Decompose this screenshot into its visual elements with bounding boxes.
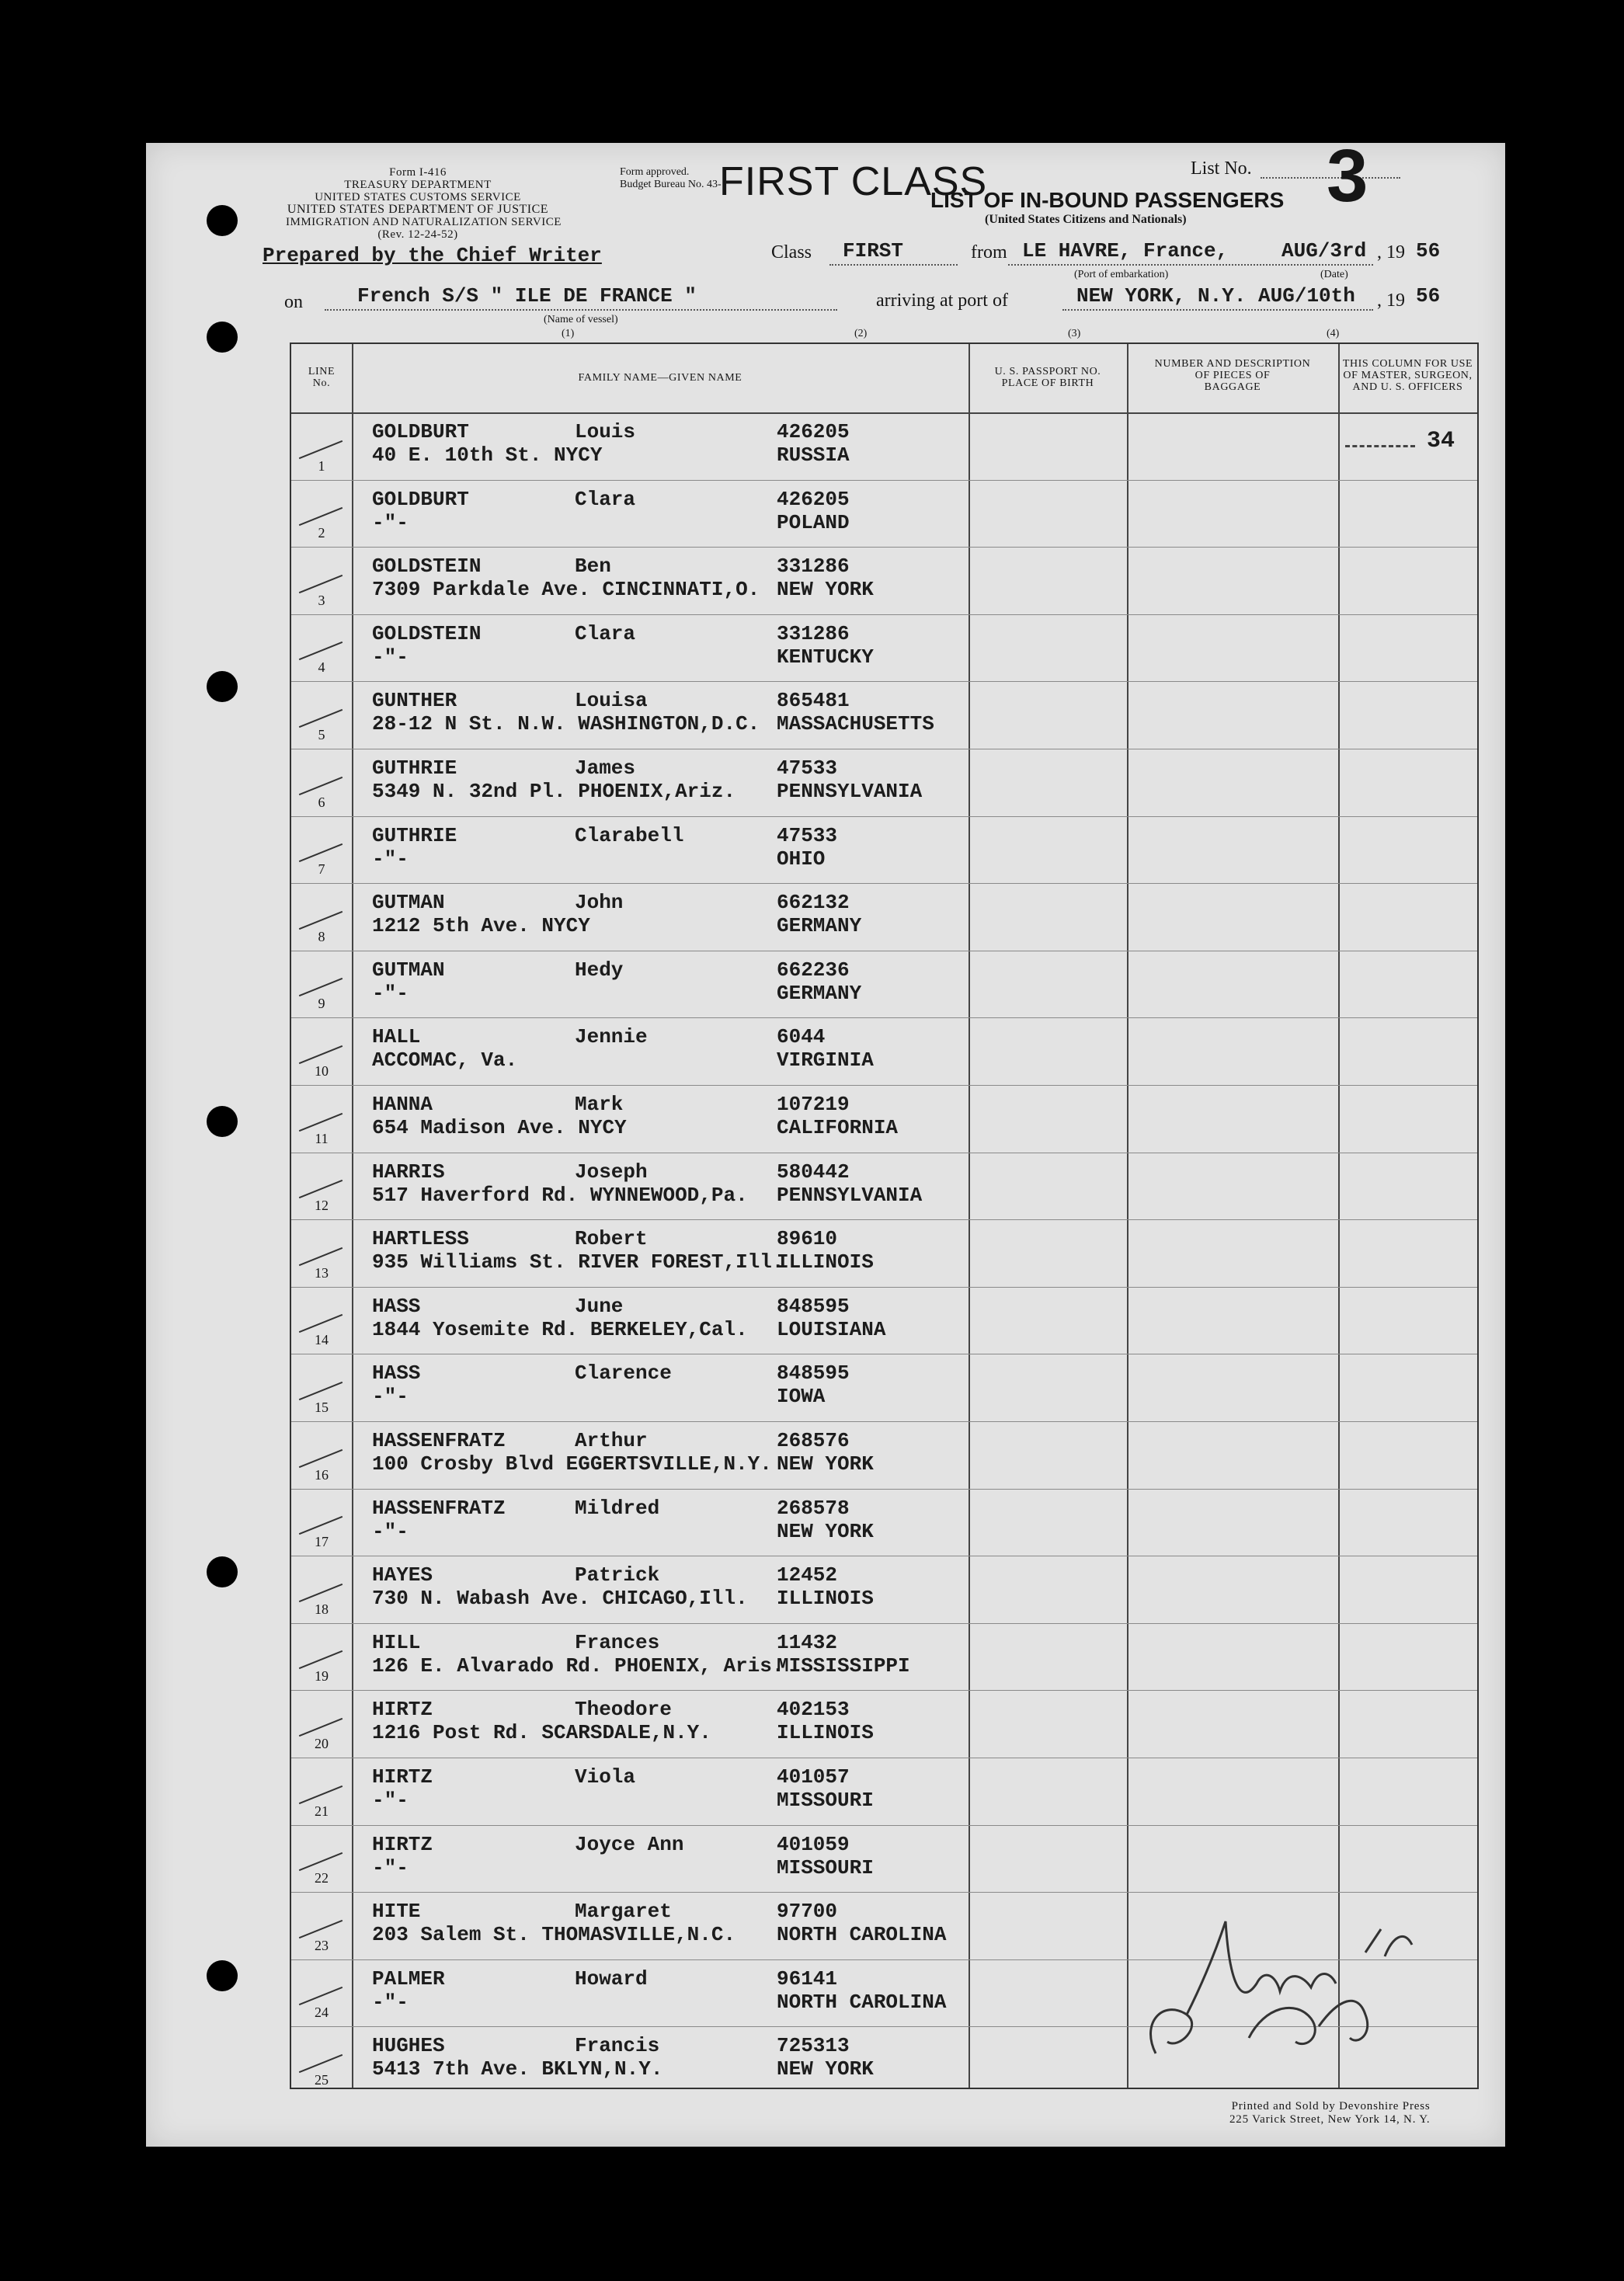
given-name: Robert (575, 1227, 648, 1251)
line-number: 13 (315, 1264, 329, 1281)
line-number: 6 (318, 794, 325, 810)
table-row (291, 1758, 1477, 1825)
place-of-birth: MISSOURI (777, 1855, 874, 1879)
check-mark (299, 709, 343, 728)
check-mark (299, 1785, 343, 1803)
given-name: Louis (575, 420, 636, 443)
line-number: 12 (315, 1198, 329, 1214)
check-mark (299, 642, 343, 660)
given-name: John (575, 891, 624, 915)
table-row (291, 1623, 1477, 1691)
from-label: from (971, 242, 1007, 263)
table-row (291, 816, 1477, 884)
passport-number: 402153 (777, 1698, 850, 1722)
place-of-birth: OHIO (777, 847, 826, 871)
family-name: HANNA (372, 1093, 433, 1116)
place-of-birth: POLAND (777, 510, 850, 534)
vessel-caption: (Name of vessel) (544, 314, 618, 325)
margin-note: 34 (1427, 428, 1455, 454)
passport-number: 47533 (777, 756, 838, 780)
family-name: GOLDBURT (372, 487, 469, 511)
check-mark (299, 1045, 343, 1064)
place-of-birth: MASSACHUSETTS (777, 712, 934, 736)
passport-number: 107219 (777, 1093, 850, 1116)
family-name: HASSENFRATZ (372, 1496, 506, 1520)
given-name: Joyce Ann (575, 1832, 684, 1856)
table-row (291, 1219, 1477, 1287)
form-revision: (Rev. 12-24-52) (377, 228, 458, 241)
table-row (291, 1153, 1477, 1220)
home-address: 40 E. 10th St. NYCY (372, 443, 603, 467)
header-baggage-1: NUMBER AND DESCRIPTION (1154, 358, 1311, 370)
passport-number: 268576 (777, 1429, 850, 1452)
check-mark (299, 1112, 343, 1131)
line-number: 21 (315, 1803, 329, 1819)
place-of-birth: MISSISSIPPI (777, 1653, 910, 1678)
port-of-embarkation: LE HAVRE, France, (1022, 239, 1229, 263)
year1-suffix: 56 (1416, 239, 1441, 263)
place-of-birth: NEW YORK (777, 1452, 874, 1476)
given-name: Clara (575, 487, 636, 511)
line-number: 18 (315, 1601, 329, 1617)
family-name: GOLDSTEIN (372, 621, 482, 645)
line-number: 22 (315, 1870, 329, 1886)
given-name: Hedy (575, 958, 624, 982)
given-name: Ben (575, 555, 611, 579)
passport-number: 96141 (777, 1966, 838, 1991)
home-address: -"- (372, 1519, 409, 1543)
home-address: -"- (372, 1990, 409, 2014)
home-address: 5349 N. 32nd Pl. PHOENIX,Ariz. (372, 780, 736, 803)
passport-number: 580442 (777, 1160, 850, 1184)
line-number: 24 (315, 2005, 329, 2021)
line-number: 20 (315, 1735, 329, 1751)
family-name: GUTMAN (372, 958, 445, 982)
col-cap-3: (3) (1068, 328, 1081, 339)
date-caption: (Date) (1320, 269, 1348, 280)
list-title: LIST OF IN-BOUND PASSENGERS (930, 188, 1285, 212)
given-name: Jennie (575, 1025, 648, 1049)
family-name: HARRIS (372, 1160, 445, 1184)
passport-number: 12452 (777, 1563, 838, 1587)
family-name: HILL (372, 1630, 421, 1654)
home-address: 7309 Parkdale Ave. CINCINNATI,O. (372, 578, 760, 602)
agency-header (286, 166, 562, 241)
table-row (291, 883, 1477, 951)
check-mark (299, 1247, 343, 1266)
budget-approval (620, 166, 722, 191)
line-number: 4 (318, 659, 325, 676)
class-label: Class (771, 242, 812, 263)
place-of-birth: LOUISIANA (777, 1317, 886, 1341)
on-label: on (284, 292, 303, 312)
punch-hole (207, 1106, 238, 1137)
place-of-birth: RUSSIA (777, 443, 850, 467)
check-mark (299, 1516, 343, 1535)
port-embark-caption: (Port of embarkation) (1074, 269, 1169, 280)
treasury-dept: TREASURY DEPARTMENT (344, 179, 492, 191)
line-number: 10 (315, 1062, 329, 1079)
from-underline (1008, 264, 1373, 266)
family-name: HAYES (372, 1563, 433, 1587)
passport-number: 331286 (777, 621, 850, 645)
year2-prefix: , 19 (1377, 290, 1405, 311)
check-mark (299, 776, 343, 795)
line-number: 16 (315, 1466, 329, 1483)
home-address: 28-12 N St. N.W. WASHINGTON,D.C. (372, 712, 760, 736)
passport-number: 6044 (777, 1025, 826, 1049)
first-class-stamp: FIRST CLASS (719, 159, 988, 204)
family-name: GOLDBURT (372, 420, 469, 443)
family-name: PALMER (372, 1966, 445, 1991)
header-officers-1: THIS COLUMN FOR USE (1342, 358, 1473, 370)
vessel-underline (325, 309, 837, 311)
line-number: 2 (318, 525, 325, 541)
col-cap-1: (1) (562, 328, 575, 339)
line-number: 1 (318, 457, 325, 474)
place-of-birth: GERMANY (777, 981, 862, 1005)
check-mark (299, 1382, 343, 1400)
check-mark (299, 911, 343, 930)
list-no-label: List No. (1191, 158, 1252, 179)
given-name: James (575, 756, 636, 780)
printer-line2: 225 Varick Street, New York 14, N. Y. (1229, 2113, 1431, 2126)
given-name: Patrick (575, 1563, 660, 1587)
family-name: HARTLESS (372, 1227, 469, 1251)
check-mark (299, 2054, 343, 2073)
customs-service: UNITED STATES CUSTOMS SERVICE (315, 191, 521, 203)
check-mark (299, 1448, 343, 1467)
home-address: -"- (372, 981, 409, 1005)
home-address: 203 Salem St. THOMASVILLE,N.C. (372, 1923, 736, 1947)
given-name: Howard (575, 1966, 648, 1991)
given-name: Margaret (575, 1900, 672, 1924)
arriving-label: arriving at port of (876, 290, 1008, 311)
header-line-no-1: LINE (308, 366, 336, 377)
header-officers-3: AND U. S. OFFICERS (1352, 381, 1463, 393)
given-name: June (575, 1294, 624, 1318)
passport-number: 426205 (777, 420, 850, 443)
officer-signature (1132, 1883, 1428, 2069)
header-name: FAMILY NAME—GIVEN NAME (578, 372, 742, 384)
given-name: Clarabell (575, 823, 684, 847)
punch-hole (207, 205, 238, 236)
header-line-no-2: No. (312, 377, 331, 389)
check-mark (299, 1584, 343, 1602)
year1-prefix: , 19 (1377, 242, 1405, 263)
family-name: GUTMAN (372, 891, 445, 915)
header-passport-2: PLACE OF BIRTH (1001, 377, 1094, 389)
check-mark (299, 1852, 343, 1871)
table-row (291, 1017, 1477, 1085)
family-name: HIRTZ (372, 1698, 433, 1722)
table-row (291, 547, 1477, 614)
form-number: Form I-416 (389, 166, 447, 179)
line-number: 9 (318, 996, 325, 1012)
place-of-birth: ILLINOIS (777, 1587, 874, 1611)
place-of-birth: NORTH CAROLINA (777, 1923, 947, 1947)
line-number: 5 (318, 726, 325, 742)
passport-number: 725313 (777, 2034, 850, 2058)
passport-number: 848595 (777, 1361, 850, 1386)
home-address: ACCOMAC, Va. (372, 1048, 518, 1073)
place-of-birth: NEW YORK (777, 2057, 874, 2081)
punch-hole (207, 322, 238, 353)
passport-number: 848595 (777, 1294, 850, 1318)
check-mark (299, 843, 343, 862)
header-officers-2: OF MASTER, SURGEON, (1343, 370, 1473, 381)
place-of-birth: CALIFORNIA (777, 1116, 899, 1139)
line-number: 7 (318, 861, 325, 878)
passport-number: 47533 (777, 823, 838, 847)
family-name: HALL (372, 1025, 421, 1049)
class-value: FIRST (843, 239, 904, 263)
line-number: 15 (315, 1399, 329, 1415)
place-of-birth: IOWA (777, 1385, 826, 1409)
given-name: Arthur (575, 1429, 648, 1452)
table-row (291, 1085, 1477, 1153)
embarkation-date: AUG/3rd (1281, 239, 1367, 263)
place-of-birth: PENNSYLVANIA (777, 1183, 923, 1207)
line-number: 14 (315, 1332, 329, 1348)
col-cap-4: (4) (1327, 328, 1340, 339)
check-mark (299, 978, 343, 996)
line-number: 17 (315, 1534, 329, 1550)
home-address: 730 N. Wabash Ave. CHICAGO,Ill. (372, 1587, 748, 1611)
given-name: Theodore (575, 1698, 672, 1722)
header-baggage (1127, 358, 1338, 393)
table-row (291, 614, 1477, 682)
home-address: 1216 Post Rd. SCARSDALE,N.Y. (372, 1721, 711, 1745)
passport-number: 401059 (777, 1832, 850, 1856)
printer-line1: Printed and Sold by Devonshire Press (1231, 2100, 1431, 2112)
header-officers (1338, 358, 1477, 393)
line-number: 8 (318, 928, 325, 944)
given-name: Viola (575, 1765, 636, 1789)
family-name: GUTHRIE (372, 756, 457, 780)
given-name: Mildred (575, 1496, 660, 1520)
ins-service: IMMIGRATION AND NATURALIZATION SERVICE (286, 216, 562, 228)
passport-number: 97700 (777, 1900, 838, 1924)
manifest-page (146, 134, 1505, 2147)
home-address: -"- (372, 510, 409, 534)
home-address: 100 Crosby Blvd EGGERTSVILLE,N.Y. (372, 1452, 772, 1476)
passport-number: 401057 (777, 1765, 850, 1789)
family-name: HASSENFRATZ (372, 1429, 506, 1452)
family-name: HIRTZ (372, 1765, 433, 1789)
place-of-birth: NORTH CAROLINA (777, 1990, 947, 2014)
family-name: HUGHES (372, 2034, 445, 2058)
line-number: 23 (315, 1937, 329, 1953)
check-mark (299, 507, 343, 526)
punch-hole (207, 1960, 238, 1991)
check-mark (299, 575, 343, 593)
place-of-birth: KENTUCKY (777, 645, 874, 669)
approved-line2: Budget Bureau No. 43- (620, 179, 722, 190)
line-number: 19 (315, 1668, 329, 1685)
col-cap-2: (2) (854, 328, 868, 339)
check-mark (299, 1650, 343, 1669)
passport-number: 662236 (777, 958, 850, 982)
passport-number: 865481 (777, 689, 850, 713)
passport-number: 268578 (777, 1496, 850, 1520)
table-row (291, 1287, 1477, 1354)
home-address: 126 E. Alvarado Rd. PHOENIX, Aris. (372, 1653, 784, 1678)
place-of-birth: GERMANY (777, 914, 862, 938)
table-row (291, 1556, 1477, 1623)
family-name: HASS (372, 1294, 421, 1318)
line-number: 25 (315, 2071, 329, 2088)
place-of-birth: NEW YORK (777, 578, 874, 602)
home-address: 1212 5th Ave. NYCY (372, 914, 590, 938)
header-line-no (291, 366, 352, 389)
family-name: HIRTZ (372, 1832, 433, 1856)
given-name: Clara (575, 621, 636, 645)
header-baggage-3: BAGGAGE (1204, 381, 1261, 393)
table-row (291, 1421, 1477, 1489)
given-name: Francis (575, 2034, 660, 2058)
home-address: 935 Williams St. RIVER FOREST,Ill. (372, 1250, 784, 1274)
family-name: GUNTHER (372, 689, 457, 713)
list-subtitle: (United States Citizens and Nationals) (985, 213, 1187, 226)
place-of-birth: VIRGINIA (777, 1048, 874, 1073)
passport-number: 426205 (777, 487, 850, 511)
table-row (291, 951, 1477, 1018)
given-name: Louisa (575, 689, 648, 713)
family-name: HASS (372, 1361, 421, 1386)
table-row (291, 412, 1477, 480)
check-mark (299, 1987, 343, 2005)
check-mark (299, 1314, 343, 1333)
passport-number: 331286 (777, 555, 850, 579)
home-address: 1844 Yosemite Rd. BERKELEY,Cal. (372, 1317, 748, 1341)
punch-hole (207, 1556, 238, 1587)
table-row (291, 1690, 1477, 1758)
given-name: Mark (575, 1093, 624, 1116)
check-mark (299, 440, 343, 458)
punch-hole (207, 671, 238, 702)
year2-suffix: 56 (1416, 284, 1441, 308)
table-row (291, 1354, 1477, 1421)
printer-imprint (1229, 2100, 1430, 2126)
check-mark (299, 1920, 343, 1939)
home-address: -"- (372, 1789, 409, 1812)
table-row (291, 749, 1477, 816)
justice-dept: UNITED STATES DEPARTMENT OF JUSTICE (287, 203, 549, 216)
passenger-table (290, 342, 1479, 2089)
table-row (291, 681, 1477, 749)
given-name: Joseph (575, 1160, 648, 1184)
place-of-birth: MISSOURI (777, 1789, 874, 1812)
class-underline (829, 264, 958, 266)
home-address: -"- (372, 1855, 409, 1879)
check-mark (299, 1180, 343, 1198)
arrival-underline (1062, 309, 1373, 311)
arrival-port-date: NEW YORK, N.Y. AUG/10th (1076, 284, 1355, 308)
given-name: Frances (575, 1630, 660, 1654)
place-of-birth: ILLINOIS (777, 1250, 874, 1274)
header-passport-1: U. S. PASSPORT NO. (994, 366, 1101, 377)
header-baggage-2: OF PIECES OF (1195, 370, 1271, 381)
table-row (291, 480, 1477, 548)
approved-line1: Form approved. (620, 166, 690, 178)
place-of-birth: ILLINOIS (777, 1721, 874, 1745)
prepared-by: Prepared by the Chief Writer (263, 244, 602, 267)
place-of-birth: PENNSYLVANIA (777, 780, 923, 803)
family-name: HITE (372, 1900, 421, 1924)
list-number: 3 (1327, 134, 1368, 217)
home-address: -"- (372, 1385, 409, 1409)
passport-number: 11432 (777, 1630, 838, 1654)
passport-number: 662132 (777, 891, 850, 915)
home-address: 654 Madison Ave. NYCY (372, 1116, 627, 1139)
place-of-birth: NEW YORK (777, 1519, 874, 1543)
passport-number: 89610 (777, 1227, 838, 1251)
line-number: 11 (315, 1130, 329, 1146)
table-row (291, 1489, 1477, 1556)
home-address: 5413 7th Ave. BKLYN,N.Y. (372, 2057, 663, 2081)
home-address: -"- (372, 847, 409, 871)
check-mark (299, 1718, 343, 1737)
home-address: -"- (372, 645, 409, 669)
family-name: GOLDSTEIN (372, 555, 482, 579)
home-address: 517 Haverford Rd. WYNNEWOOD,Pa. (372, 1183, 748, 1207)
line-number: 3 (318, 592, 325, 608)
vessel-name: French S/S " ILE DE FRANCE " (357, 284, 697, 308)
header-passport (968, 366, 1127, 389)
given-name: Clarence (575, 1361, 672, 1386)
family-name: GUTHRIE (372, 823, 457, 847)
